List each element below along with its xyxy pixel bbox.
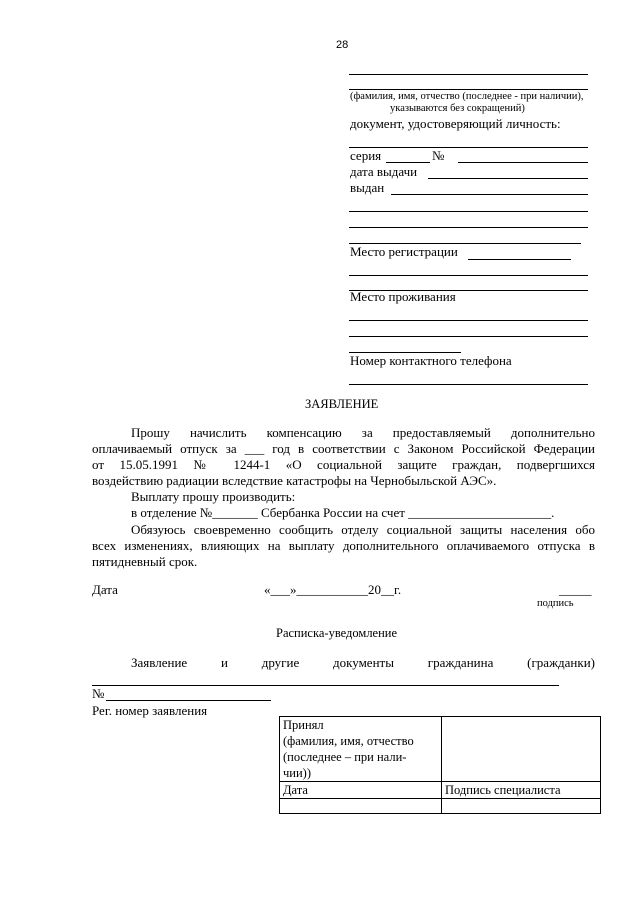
- accepted-label: Принял: [283, 718, 324, 732]
- date-label: Дата: [92, 582, 118, 597]
- receipt-number-label: №: [92, 686, 105, 701]
- page-number: 28: [336, 39, 349, 51]
- registration-line-2[interactable]: [349, 275, 588, 276]
- phone-field[interactable]: [349, 384, 588, 385]
- series-field[interactable]: [386, 162, 430, 163]
- issue-date-label: дата выдачи: [350, 164, 418, 179]
- residence-label: Место проживания: [350, 289, 456, 304]
- paragraph-2-line-2: всех изменениях, влияющих на выплату дополнительного оплачиваемого отпуска в: [92, 538, 595, 553]
- specialist-sign-header-cell: Подпись специалиста: [442, 782, 601, 799]
- citizen-name-line[interactable]: [92, 685, 559, 686]
- registration-field[interactable]: [468, 259, 571, 260]
- series-label: серия: [350, 148, 382, 163]
- sign-value-cell[interactable]: [442, 799, 601, 814]
- issued-by-line-2[interactable]: [349, 211, 588, 212]
- receipt-title: Расписка-уведомление: [276, 626, 398, 640]
- date-field[interactable]: «___»___________20__г.: [264, 582, 402, 597]
- table-row: [280, 799, 601, 814]
- number-field[interactable]: [458, 162, 588, 163]
- receipt-number-field[interactable]: [106, 700, 271, 701]
- fio-line-2[interactable]: [349, 89, 588, 90]
- bank-branch-line[interactable]: в отделение №_______ Сбербанка России на счет ______________________.: [131, 505, 555, 520]
- reg-number-label: Рег. номер заявления: [92, 703, 208, 718]
- fio-note-line3: чии)): [283, 766, 311, 780]
- fio-hint-line1: (фамилия, имя, отчество (последнее - при наличии),: [350, 91, 584, 102]
- paragraph-1-line-1: Прошу начислить компенсацию за предоставляемый дополнительно: [131, 425, 595, 440]
- residence-line-1[interactable]: [349, 320, 588, 321]
- registration-label: Место регистрации: [350, 244, 458, 259]
- issued-by-field[interactable]: [391, 194, 588, 195]
- issue-date-field[interactable]: [428, 178, 588, 179]
- date-header-cell: Дата: [280, 782, 442, 799]
- table-row: [280, 717, 601, 782]
- fio-note-line2: (последнее – при нали-: [283, 750, 407, 764]
- number-label: №: [432, 148, 445, 163]
- paragraph-2-line-3: пятидневный срок.: [92, 554, 198, 569]
- fio-hint-line2: указываются без сокращений): [390, 103, 525, 114]
- signature-label: подпись: [537, 598, 574, 609]
- fio-line-1[interactable]: [349, 74, 588, 75]
- issued-by-label: выдан: [350, 180, 385, 195]
- payment-line: Выплату прошу производить:: [131, 489, 296, 504]
- accepted-value-cell[interactable]: [442, 717, 601, 782]
- paragraph-1-line-2: оплачиваемый отпуск за ___ год в соответствии с Законом Российской Федерации: [92, 441, 595, 456]
- acceptance-table: [279, 716, 601, 814]
- id-document-line[interactable]: [349, 147, 588, 148]
- fio-note-line1: (фамилия, имя, отчество: [283, 734, 414, 748]
- paragraph-2-line-1: Обязуюсь своевременно сообщить отделу социальной защиты населения обо: [131, 522, 595, 537]
- id-document-label: документ, удостоверяющий личность:: [350, 116, 561, 131]
- issued-by-line-3[interactable]: [349, 227, 588, 228]
- phone-label: Номер контактного телефона: [350, 353, 512, 368]
- residence-line-2[interactable]: [349, 336, 588, 337]
- signature-field[interactable]: _____: [559, 582, 592, 597]
- application-title: ЗАЯВЛЕНИЕ: [305, 397, 379, 411]
- paragraph-1-line-4: воздействию радиации вследствие катастрофы на Чернобыльской АЭС».: [92, 473, 497, 488]
- table-row: [280, 782, 601, 799]
- accepted-cell: [280, 717, 442, 782]
- date-value-cell[interactable]: [280, 799, 442, 814]
- receipt-line-1: Заявление и другие документы гражданина (гражданки): [131, 655, 595, 670]
- paragraph-1-line-3: от 15.05.1991 № 1244-1 «О социальной защите граждан, подвергшихся: [92, 457, 595, 472]
